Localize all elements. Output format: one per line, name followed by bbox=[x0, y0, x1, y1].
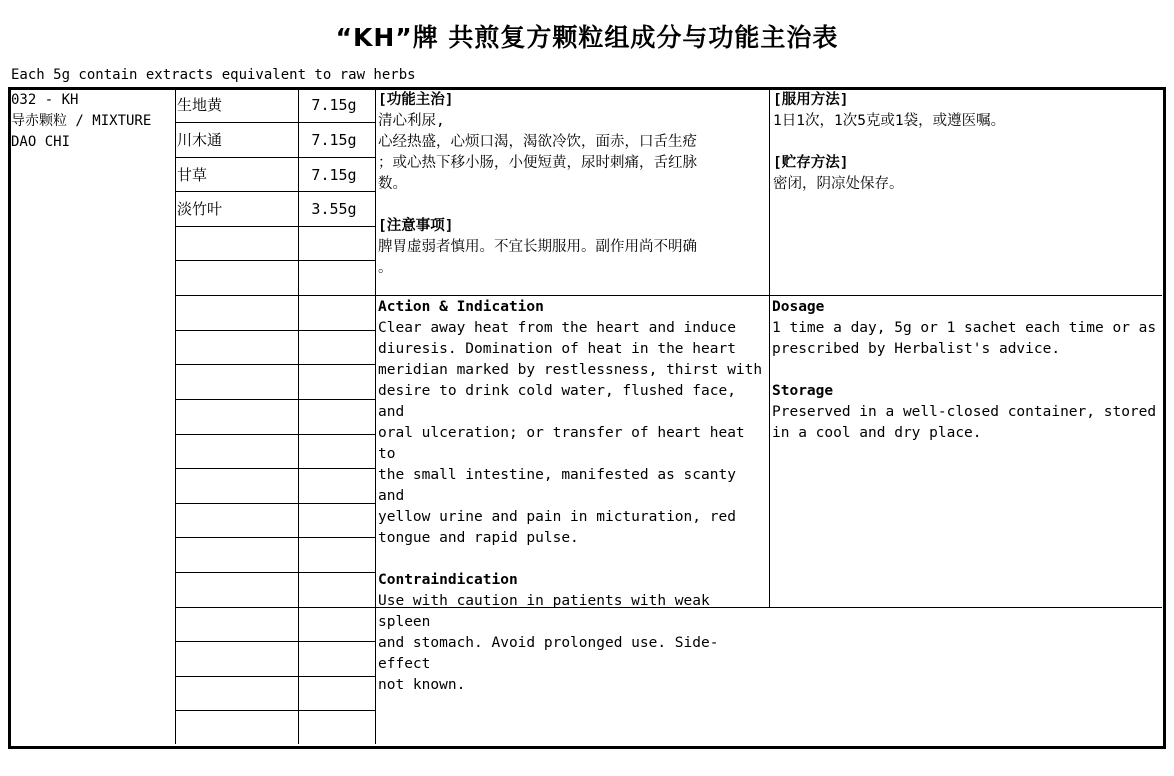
subtitle: Each 5g contain extracts equivalent to raw herbs bbox=[11, 67, 416, 83]
herb-name: 淡竹叶 bbox=[177, 200, 223, 218]
col-divider-4 bbox=[769, 89, 770, 607]
en-action-line: desire to drink cold water, flushed face, and bbox=[378, 383, 736, 420]
herb-weight: 7.15g bbox=[311, 131, 357, 149]
cn-indication-line: 数。 bbox=[378, 176, 407, 192]
row-divider bbox=[175, 607, 375, 608]
en-storage-title: Storage bbox=[772, 383, 834, 399]
herb-name: 甘草 bbox=[177, 166, 208, 184]
page-title: “KH”牌 共煎复方颗粒组成分与功能主治表 bbox=[335, 23, 839, 52]
row-divider bbox=[175, 468, 375, 469]
cn-caution-title: [注意事项] bbox=[378, 218, 454, 234]
row-divider bbox=[175, 572, 375, 573]
section-divider bbox=[375, 295, 1162, 296]
row-divider bbox=[175, 434, 375, 435]
en-dosage-title: Dosage bbox=[772, 299, 825, 315]
en-action-line: Clear away heat from the heart and induce bbox=[378, 320, 736, 336]
en-contra-line: Use with caution in patients with weak spleen bbox=[378, 593, 710, 630]
en-storage-line: in a cool and dry place. bbox=[772, 425, 982, 441]
en-storage-line: Preserved in a well-closed container, stored bbox=[772, 404, 1157, 420]
en-dosage-line: prescribed by Herbalist's advice. bbox=[772, 341, 1061, 357]
herb-weight: 7.15g bbox=[311, 166, 357, 184]
en-action-line: oral ulceration; or transfer of heart heat to bbox=[378, 425, 745, 462]
row-divider bbox=[175, 295, 375, 296]
en-action-section bbox=[378, 297, 768, 696]
cn-storage-title: [贮存方法] bbox=[773, 155, 849, 171]
product-code: 032 - KH bbox=[11, 92, 79, 108]
en-action-line: the small intestine, manifested as scanty and bbox=[378, 467, 736, 504]
row-divider bbox=[175, 641, 375, 642]
en-contra-title: Contraindication bbox=[378, 572, 518, 588]
cn-indication-line: 心经热盛，心烦口渴，渴欲冷饮，面赤，口舌生疮 bbox=[378, 134, 697, 150]
cn-storage-text: 密闭，阴凉处保存。 bbox=[773, 176, 904, 192]
row-divider bbox=[175, 330, 375, 331]
cn-indication-line: ；或心热下移小肠，小便短黄，尿时刺痛，舌红脉 bbox=[378, 155, 697, 171]
herb-name: 生地黄 bbox=[177, 96, 223, 114]
cn-dosage-text: 1日1次，1次5克或1袋，或遵医嘱。 bbox=[773, 113, 1006, 129]
cn-indication-title: [功能主治] bbox=[378, 92, 454, 108]
cn-indication-section bbox=[378, 90, 766, 279]
row-divider bbox=[175, 676, 375, 677]
en-action-line: diuresis. Domination of heat in the heart bbox=[378, 341, 736, 357]
col-divider-3 bbox=[375, 89, 376, 744]
row-divider bbox=[175, 226, 375, 227]
herb-name: 川木通 bbox=[177, 131, 223, 149]
en-contra-line: not known. bbox=[378, 677, 466, 693]
en-dosage-section bbox=[772, 297, 1158, 444]
product-info bbox=[11, 90, 173, 153]
cn-dosage-section bbox=[773, 90, 1158, 195]
row-divider bbox=[175, 399, 375, 400]
product-name-cn: 导赤颗粒 / MIXTURE bbox=[11, 113, 152, 129]
en-dosage-line: 1 time a day, 5g or 1 sachet each time or as bbox=[772, 320, 1157, 336]
en-action-line: meridian marked by restlessness, thirst with bbox=[378, 362, 763, 378]
en-action-title: Action & Indication bbox=[378, 299, 544, 315]
cn-caution-line: 脾胃虚弱者慎用。不宜长期服用。副作用尚不明确 bbox=[378, 239, 697, 255]
herb-weight: 3.55g bbox=[311, 200, 357, 218]
row-divider bbox=[175, 260, 375, 261]
en-action-line: yellow urine and pain in micturation, red bbox=[378, 509, 736, 525]
cn-indication-line: 清心利尿, bbox=[378, 113, 445, 129]
cn-dosage-title: [服用方法] bbox=[773, 92, 849, 108]
row-divider bbox=[175, 503, 375, 504]
herb-weight: 7.15g bbox=[311, 96, 357, 114]
product-name-en: DAO CHI bbox=[11, 134, 71, 150]
cn-caution-line: 。 bbox=[378, 260, 393, 276]
row-divider bbox=[175, 537, 375, 538]
row-divider bbox=[175, 710, 375, 711]
row-divider bbox=[175, 364, 375, 365]
en-action-line: tongue and rapid pulse. bbox=[378, 530, 579, 546]
en-contra-line: and stomach. Avoid prolonged use. Side-effect bbox=[378, 635, 719, 672]
